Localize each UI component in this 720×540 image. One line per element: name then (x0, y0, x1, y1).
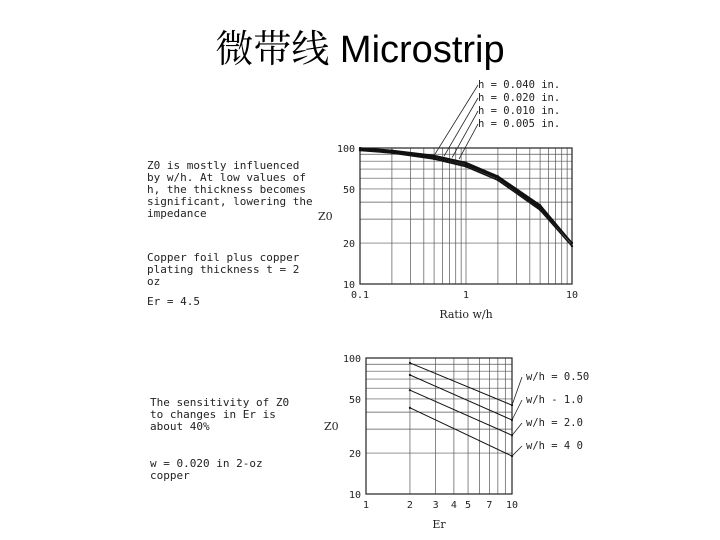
chart1-data-point (359, 149, 361, 151)
chart2-x-tick: 1 (362, 500, 370, 511)
sensitivity-note: The sensitivity of Z0 to changes in Er is about 40% (150, 396, 290, 433)
slide-title: 微带线 Microstrip (215, 29, 505, 71)
chart1-legend-label: h = 0.020 in. (478, 92, 561, 104)
chart1-y-tick: 50 (342, 184, 355, 196)
chart2-x-tick: 10 (505, 500, 519, 511)
w-note: w = 0.020 in 2-oz copper (150, 457, 263, 482)
chart2-y-tick: 20 (348, 449, 361, 461)
chart1-leader-line (434, 85, 478, 156)
chart1-data-point (497, 177, 499, 179)
chart2-data-point (409, 389, 411, 391)
chart1-data-point (571, 245, 573, 247)
chart2-x-tick: 2 (406, 500, 413, 511)
chart2-leader-line (512, 423, 522, 435)
chart2-x-tick: 7 (486, 500, 493, 511)
chart1-y-tick: 10 (342, 280, 355, 291)
chart1-legend-label: h = 0.010 in. (478, 105, 561, 117)
chart2-y-tick: 10 (348, 490, 361, 501)
chart2-leader-line (512, 400, 522, 420)
chart1-data-point (391, 152, 393, 154)
chart1-leader-line (452, 111, 478, 158)
chart1-y-label: Z0 (318, 210, 333, 223)
er-note: Er = 4.5 (147, 295, 200, 308)
chart1-x-tick: 10 (565, 290, 579, 301)
chart2-legend-label: w/h = 2.0 (526, 417, 583, 429)
chart2-x-tick: 5 (465, 500, 472, 511)
chart1-data-point (539, 209, 541, 211)
z0-note: Z0 is mostly influenced by w/h. At low values of h, the thickness becomes significant, lowering the impedance (147, 159, 313, 220)
chart2-leader-line (512, 377, 522, 405)
copper-note: Copper foil plus copper plating thickness t = 2 oz (147, 251, 300, 288)
chart2-leader-line (512, 446, 522, 456)
chart2-y-tick: 100 (342, 354, 361, 365)
chart2-data-point (409, 374, 411, 376)
chart2-series-line (410, 408, 512, 456)
chart1-y-tick: 20 (342, 239, 355, 251)
chart1-y-tick: 100 (336, 144, 355, 155)
chart2-x-tick: 3 (432, 500, 439, 511)
chart2-data-point (409, 362, 411, 364)
chart1-x-tick: 1 (462, 290, 470, 301)
chart2-x-tick: 4 (450, 500, 457, 511)
chart2-legend-label: w/h = 0.50 (526, 371, 590, 383)
chart1-leader-line (459, 124, 478, 159)
chart1-x-tick: 0.1 (350, 290, 370, 301)
chart2-data-point (409, 407, 411, 409)
chart2-legend-label: w/h - 1.0 (526, 394, 583, 406)
chart2-y-label: Z0 (324, 420, 339, 433)
chart2-legend-label: w/h = 4 0 (526, 440, 583, 452)
chart1-data-point (465, 165, 467, 167)
chart1-x-label: Ratio w/h (439, 308, 493, 321)
chart1-data-point (433, 158, 435, 160)
chart1-legend-label: h = 0.005 in. (478, 118, 561, 130)
chart2-y-tick: 50 (348, 394, 361, 406)
chart2-x-label: Er (432, 518, 446, 531)
chart1-data-point (571, 242, 573, 244)
chart1-legend-label: h = 0.040 in. (478, 79, 561, 91)
chart1-data-point (497, 179, 499, 181)
